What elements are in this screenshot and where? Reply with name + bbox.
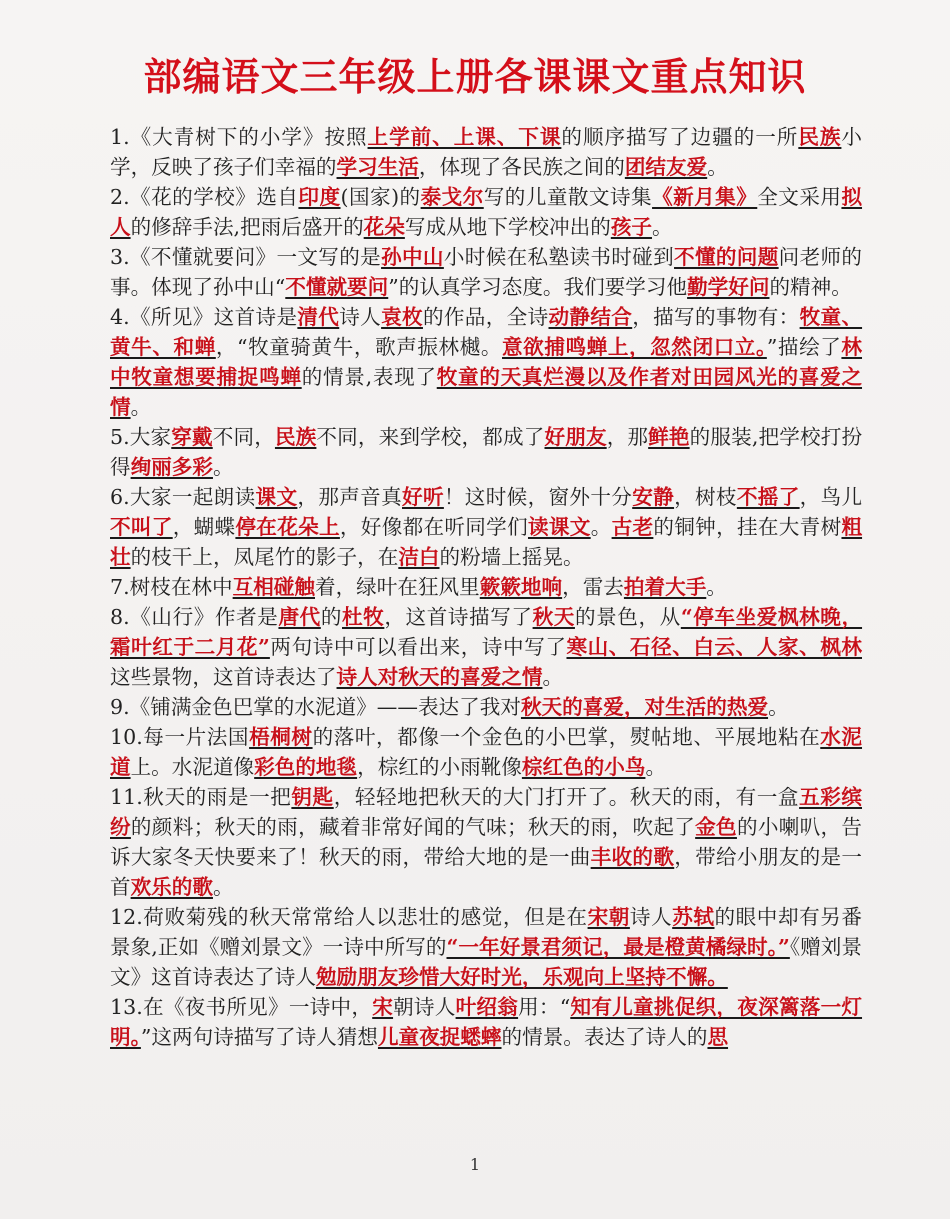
key-point-highlight: 动静结合 [548, 305, 633, 329]
key-point-highlight: 拍着大手 [623, 575, 707, 599]
paragraph-text: (国家)的 [340, 185, 421, 209]
paragraph-text: ！这时候，窗外十分 [443, 485, 633, 509]
paragraph-text: ，“牧童骑黄牛，歌声振林樾。 [215, 335, 503, 359]
paragraph-text: 9.《铺满金色巴掌的水泥道》——表达了我对 [110, 695, 521, 719]
knowledge-paragraph [110, 422, 862, 482]
key-point-highlight: 绚丽多彩 [130, 455, 213, 479]
paragraph-text: 2.《花的学校》选自 [110, 185, 299, 209]
paragraph-text: 的颜料；秋天的雨，藏着非常好闻的气味；秋天的雨，吹起了 [130, 815, 696, 839]
key-point-highlight: 泰戈尔 [420, 185, 484, 209]
paragraph-text: 。 [212, 455, 234, 479]
paragraph-text: 朝诗人 [393, 995, 456, 1019]
paragraph-text: ，鸟儿 [799, 485, 863, 509]
key-point-highlight: 宋朝 [587, 905, 630, 929]
paragraph-text: ，雷去 [562, 575, 624, 599]
paragraph-text: 。 [645, 755, 667, 779]
paragraph-text: 8.《山行》作者是 [110, 605, 279, 629]
key-point-highlight: 欢乐的歌 [130, 875, 213, 899]
paragraph-text: 。 [768, 695, 789, 719]
paragraph-text: ”描绘了 [766, 335, 842, 359]
paragraph-text: ，那 [606, 425, 649, 449]
key-point-highlight: 上学前、上课、下课 [367, 125, 562, 149]
key-point-highlight: 鲜艳 [648, 425, 690, 449]
key-point-highlight: 好朋友 [544, 425, 607, 449]
key-point-highlight: 印度 [298, 185, 341, 209]
key-point-highlight: 寒山、石径、白云、人家、枫林 [566, 635, 862, 659]
paragraph-text: 的眼中却有另番景象,正如《赠刘景文》一诗中所写的 [110, 905, 863, 959]
paragraph-text: 写成从地下学校冲出的 [404, 215, 611, 239]
paragraph-text: 的作品，全诗 [422, 305, 549, 329]
paragraph-text: 。 [651, 215, 673, 239]
paragraph-text: ，蝴蝶 [172, 515, 236, 539]
paragraph-text: 的景色，从 [574, 605, 681, 629]
key-point-highlight: 叶绍翁 [455, 995, 519, 1019]
key-point-highlight: 《新月集》 [652, 185, 758, 209]
key-point-highlight: 互相碰触 [232, 575, 315, 599]
paragraph-text: 。 [130, 395, 152, 419]
knowledge-paragraph [110, 182, 862, 242]
paragraph-text: ，描写的事物有： [632, 305, 800, 329]
key-point-highlight: 古老 [611, 515, 654, 539]
paragraph-text: 的修辞手法,把雨后盛开的 [130, 215, 364, 239]
paragraph-text: 用：“ [518, 995, 571, 1019]
paragraph-text: 这些景物，这首诗表达了 [110, 665, 337, 689]
key-point-highlight: 孙中山 [381, 245, 444, 269]
knowledge-paragraph [110, 302, 862, 422]
key-point-highlight: 勉励朋友珍惜大好时光，乐观向上坚持不懈。 [315, 965, 728, 989]
key-point-highlight: 意欲捕鸣蝉上，忽然闭口立。 [502, 335, 767, 359]
key-point-highlight: 好听 [402, 485, 444, 509]
paragraph-text: 11.秋天的雨是一把 [110, 785, 292, 809]
paragraph-text: 4.《所见》这首诗是 [110, 305, 298, 329]
paragraph-text: 的顺序描写了边疆的一所 [561, 125, 799, 149]
paragraph-text: 。 [707, 155, 728, 179]
paragraph-text: ，棕红的小雨靴像 [357, 755, 522, 779]
key-point-highlight: 清代 [297, 305, 340, 329]
key-point-highlight: 宋 [372, 995, 394, 1019]
paragraph-text: 。 [212, 875, 234, 899]
paragraph-text: 7.树枝在林中 [110, 575, 233, 599]
paragraph-text: 的枝干上，凤尾竹的影子，在 [130, 545, 399, 569]
paragraph-text: 不同， [212, 425, 275, 449]
key-point-highlight: 不摇了 [736, 485, 800, 509]
key-point-highlight: 课文 [255, 485, 298, 509]
key-point-highlight: 秋天 [532, 605, 575, 629]
paragraph-text: ”这两句诗描写了诗人猜想 [140, 1025, 378, 1049]
paragraph-text: 诗人 [629, 905, 673, 929]
key-point-highlight: 林中牧童想要捕捉鸣蝉 [110, 335, 863, 389]
knowledge-paragraph [110, 122, 862, 182]
paragraph-text: 1.《大青树下的小学》按照 [110, 125, 368, 149]
key-point-highlight: 学习生活 [336, 155, 419, 179]
paragraph-text: 的落叶，都像一个金色的小巴掌，熨帖地、平展地粘在 [312, 725, 821, 749]
key-point-highlight: 棕红色的小鸟 [521, 755, 646, 779]
key-point-highlight: 不懂的问题 [674, 245, 779, 269]
paragraph-text: 的精神。 [769, 275, 852, 299]
paragraph-text: 小学，反映了孩子们幸福的 [110, 125, 863, 179]
knowledge-paragraph [110, 482, 862, 572]
paragraph-text: 5.大家 [110, 425, 172, 449]
paragraph-text: 两句诗中可以看出来，诗中写了 [269, 635, 567, 659]
paragraph-text: ，轻轻地把秋天的大门打开了。秋天的雨，有一盒 [333, 785, 800, 809]
key-point-highlight: 团结友爱 [624, 155, 708, 179]
key-point-highlight: 苏轼 [672, 905, 715, 929]
key-point-highlight: 钥匙 [291, 785, 334, 809]
key-point-highlight: 拟人 [110, 185, 863, 239]
key-point-highlight: 杜牧 [342, 605, 385, 629]
key-point-highlight: 诗人对秋天的喜爱之情 [336, 665, 543, 689]
key-point-highlight: 停在花朵上 [235, 515, 340, 539]
key-point-highlight: 读课文 [527, 515, 591, 539]
paragraph-text: 12.荷败菊残的秋天常常给人以悲壮的感觉，但是在 [110, 905, 588, 929]
key-point-highlight: 穿戴 [171, 425, 213, 449]
knowledge-paragraph [110, 782, 862, 902]
key-point-highlight: 袁枚 [381, 305, 423, 329]
paragraph-text: 6.大家一起朗读 [110, 485, 256, 509]
key-point-highlight: 民族 [274, 425, 317, 449]
paragraph-text: ”的认真学习态度。我们要学习他 [388, 275, 688, 299]
key-point-highlight: “停车坐爱枫林晚，霜叶红于二月花” [110, 605, 863, 659]
paragraph-text: 的情景。表达了诗人的 [501, 1025, 708, 1049]
paragraph-text: 问老师的事。体现了孙中山“ [110, 245, 863, 299]
paragraph-text: 13.在《夜书所见》一诗中， [110, 995, 373, 1019]
key-point-highlight: 簌簌地响 [479, 575, 563, 599]
key-point-highlight: 孩子 [610, 215, 652, 239]
key-point-highlight: 牧童、黄牛、和蝉 [110, 305, 863, 359]
paragraph-text: ，这首诗描写了 [384, 605, 533, 629]
key-point-highlight: 洁白 [398, 545, 440, 569]
paragraph-text: 的服装,把学校打扮得 [110, 425, 863, 479]
paragraph-text: ，好像都在听同学们 [339, 515, 528, 539]
paragraph-text: 。 [706, 575, 727, 599]
paragraph-text: 小时候在私塾读书时碰到 [443, 245, 675, 269]
paragraph-text: 写的儿童散文诗集 [483, 185, 653, 209]
key-point-highlight: 唐代 [278, 605, 321, 629]
paragraph-text: 全文采用 [757, 185, 842, 209]
paragraph-text: 的铜钟，挂在大青树 [653, 515, 842, 539]
paragraph-text: 的 [320, 605, 342, 629]
paragraph-text: 3.《不懂就要问》一文写的是 [110, 245, 382, 269]
paragraph-text: 的小喇叭，告诉大家冬天快要来了！秋天的雨，带给大地的是一曲 [110, 815, 863, 869]
paragraph-text: ，树枝 [674, 485, 737, 509]
knowledge-paragraph [110, 572, 862, 602]
knowledge-paragraph [110, 602, 862, 692]
paragraph-text: 诗人 [339, 305, 382, 329]
paragraph-text: ，体现了各民族之间的 [418, 155, 625, 179]
key-point-highlight: 牧童的天真烂漫以及作者对田园风光的喜爱之情 [110, 365, 863, 419]
key-point-highlight: 梧桐树 [249, 725, 313, 749]
key-point-highlight: 粗壮 [110, 515, 863, 569]
paragraph-text: 上。水泥道像 [130, 755, 255, 779]
paragraph-text: 。 [590, 515, 612, 539]
key-point-highlight: 民族 [798, 125, 842, 149]
key-point-highlight: 知有儿童挑促织，夜深篱落一灯明。 [110, 995, 863, 1049]
key-point-highlight: 五彩缤纷 [110, 785, 862, 839]
knowledge-paragraph [110, 992, 862, 1052]
document-title: 部编语文三年级上册各课课文重点知识 [143, 55, 807, 99]
paragraph-text: ，那声音真 [297, 485, 403, 509]
paragraph-text: 不同，来到学校，都成了 [316, 425, 545, 449]
document-body [110, 122, 862, 1052]
paragraph-text: ，带给小朋友的是一首 [110, 845, 863, 899]
knowledge-paragraph [110, 692, 862, 722]
key-point-highlight: 秋天的喜爱，对生活的热爱 [520, 695, 769, 719]
key-point-highlight: 安静 [632, 485, 675, 509]
key-point-highlight: 不叫了 [110, 515, 173, 539]
paragraph-text: 着，绿叶在狂风里 [315, 575, 480, 599]
key-point-highlight: “一年好景君须记，最是橙黄橘绿时。” [446, 935, 790, 959]
key-point-highlight: 勤学好问 [687, 275, 770, 299]
key-point-highlight: 水泥道 [110, 725, 863, 779]
knowledge-paragraph [110, 902, 862, 992]
paragraph-text: 《赠刘景文》这首诗表达了诗人 [110, 935, 863, 989]
paragraph-text: 的情景,表现了 [301, 365, 437, 389]
key-point-highlight: 丰收的歌 [590, 845, 675, 869]
key-point-highlight: 花朵 [363, 215, 405, 239]
paragraph-text: 。 [542, 665, 564, 689]
knowledge-paragraph [110, 242, 862, 302]
knowledge-paragraph [110, 722, 862, 782]
key-point-highlight: 儿童夜捉蟋蟀 [377, 1025, 502, 1049]
key-point-highlight: 不懂就要问 [285, 275, 389, 299]
key-point-highlight: 思 [707, 1025, 729, 1049]
paragraph-text: 的粉墙上摇晃。 [439, 545, 584, 569]
key-point-highlight: 彩色的地毯 [254, 755, 358, 779]
page-number: 1 [469, 1155, 481, 1174]
paragraph-text: 10.每一片法国 [110, 725, 250, 749]
key-point-highlight: 金色 [695, 815, 737, 839]
